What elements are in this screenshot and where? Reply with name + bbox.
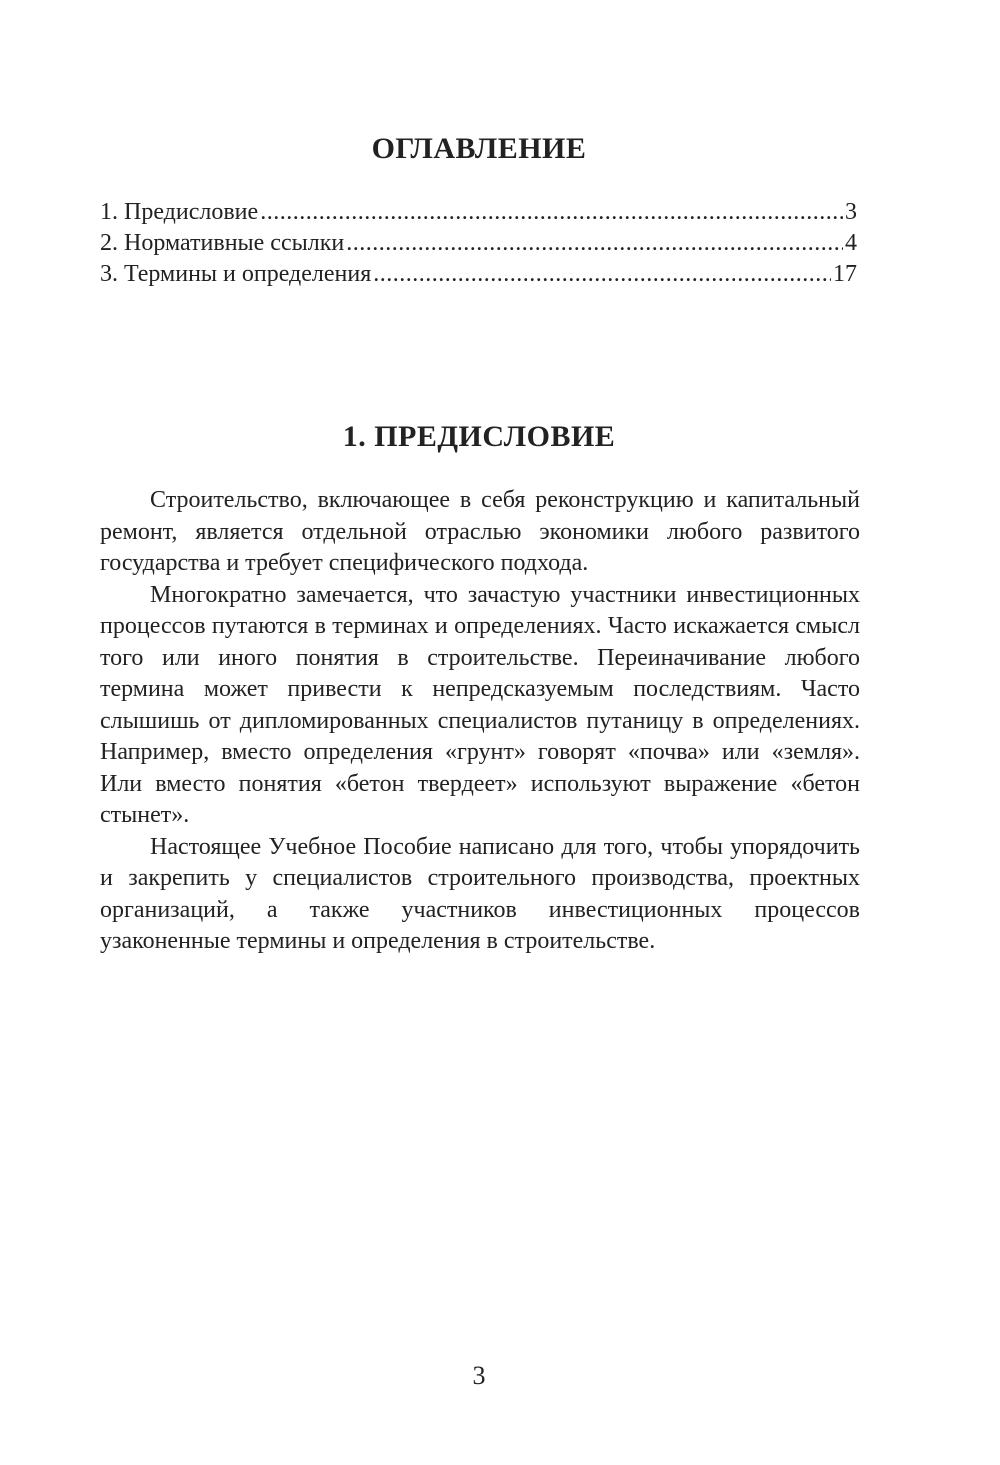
toc-entry-page: 4: [845, 230, 857, 256]
paragraph: Настоящее Учебное Пособие написано для того, чтобы упорядочить и закрепить у специалистов строительного производства, проектных организаций, а также участников инвестиционных процессов узаконенные термины и определения в строительстве.: [100, 833, 860, 954]
toc-entry-label: Термины и определения: [124, 261, 372, 287]
paragraph: Строительство, включающее в себя реконструкцию и капитальный ремонт, является отдельной отраслью экономики любого развитого государства и требует специфического подхода.: [100, 487, 860, 576]
toc-entry-label: Предисловие: [124, 199, 259, 225]
toc-entry[interactable]: [100, 259, 857, 290]
section-body: [100, 485, 860, 958]
toc-entry-number: 2.: [100, 230, 118, 256]
toc-entry-label: Нормативные ссылки: [124, 230, 345, 256]
paragraph: Многократно замечается, что зачастую участники инвестиционных процессов путаются в терминах и определениях. Часто искажается смысл того или иного понятия в строительстве. Переиначивание любого термина может привести к непредсказуемым последствиям. Часто слышишь от дипломированных специалистов путаницу в определениях. Например, вместо определения «грунт» говорят «почва» или «земля». Или вместо понятия «бетон твердеет» используют выражение «бетон стынет».: [100, 581, 860, 828]
section-title: 1. ПРЕДИСЛОВИЕ: [342, 420, 616, 453]
toc-dot-leader: [260, 197, 843, 228]
toc-title: ОГЛАВЛЕНИЕ: [371, 132, 587, 165]
page-number: 3: [472, 1361, 486, 1390]
toc-entry-page: 17: [833, 261, 857, 287]
table-of-contents: [100, 197, 857, 290]
toc-dot-leader: [373, 259, 831, 290]
toc-entry[interactable]: [100, 228, 857, 259]
toc-entry-page: 3: [845, 199, 857, 225]
toc-entry[interactable]: [100, 197, 857, 228]
toc-entry-number: 1.: [100, 199, 118, 225]
toc-entry-number: 3.: [100, 261, 118, 287]
toc-dot-leader: [346, 228, 843, 259]
